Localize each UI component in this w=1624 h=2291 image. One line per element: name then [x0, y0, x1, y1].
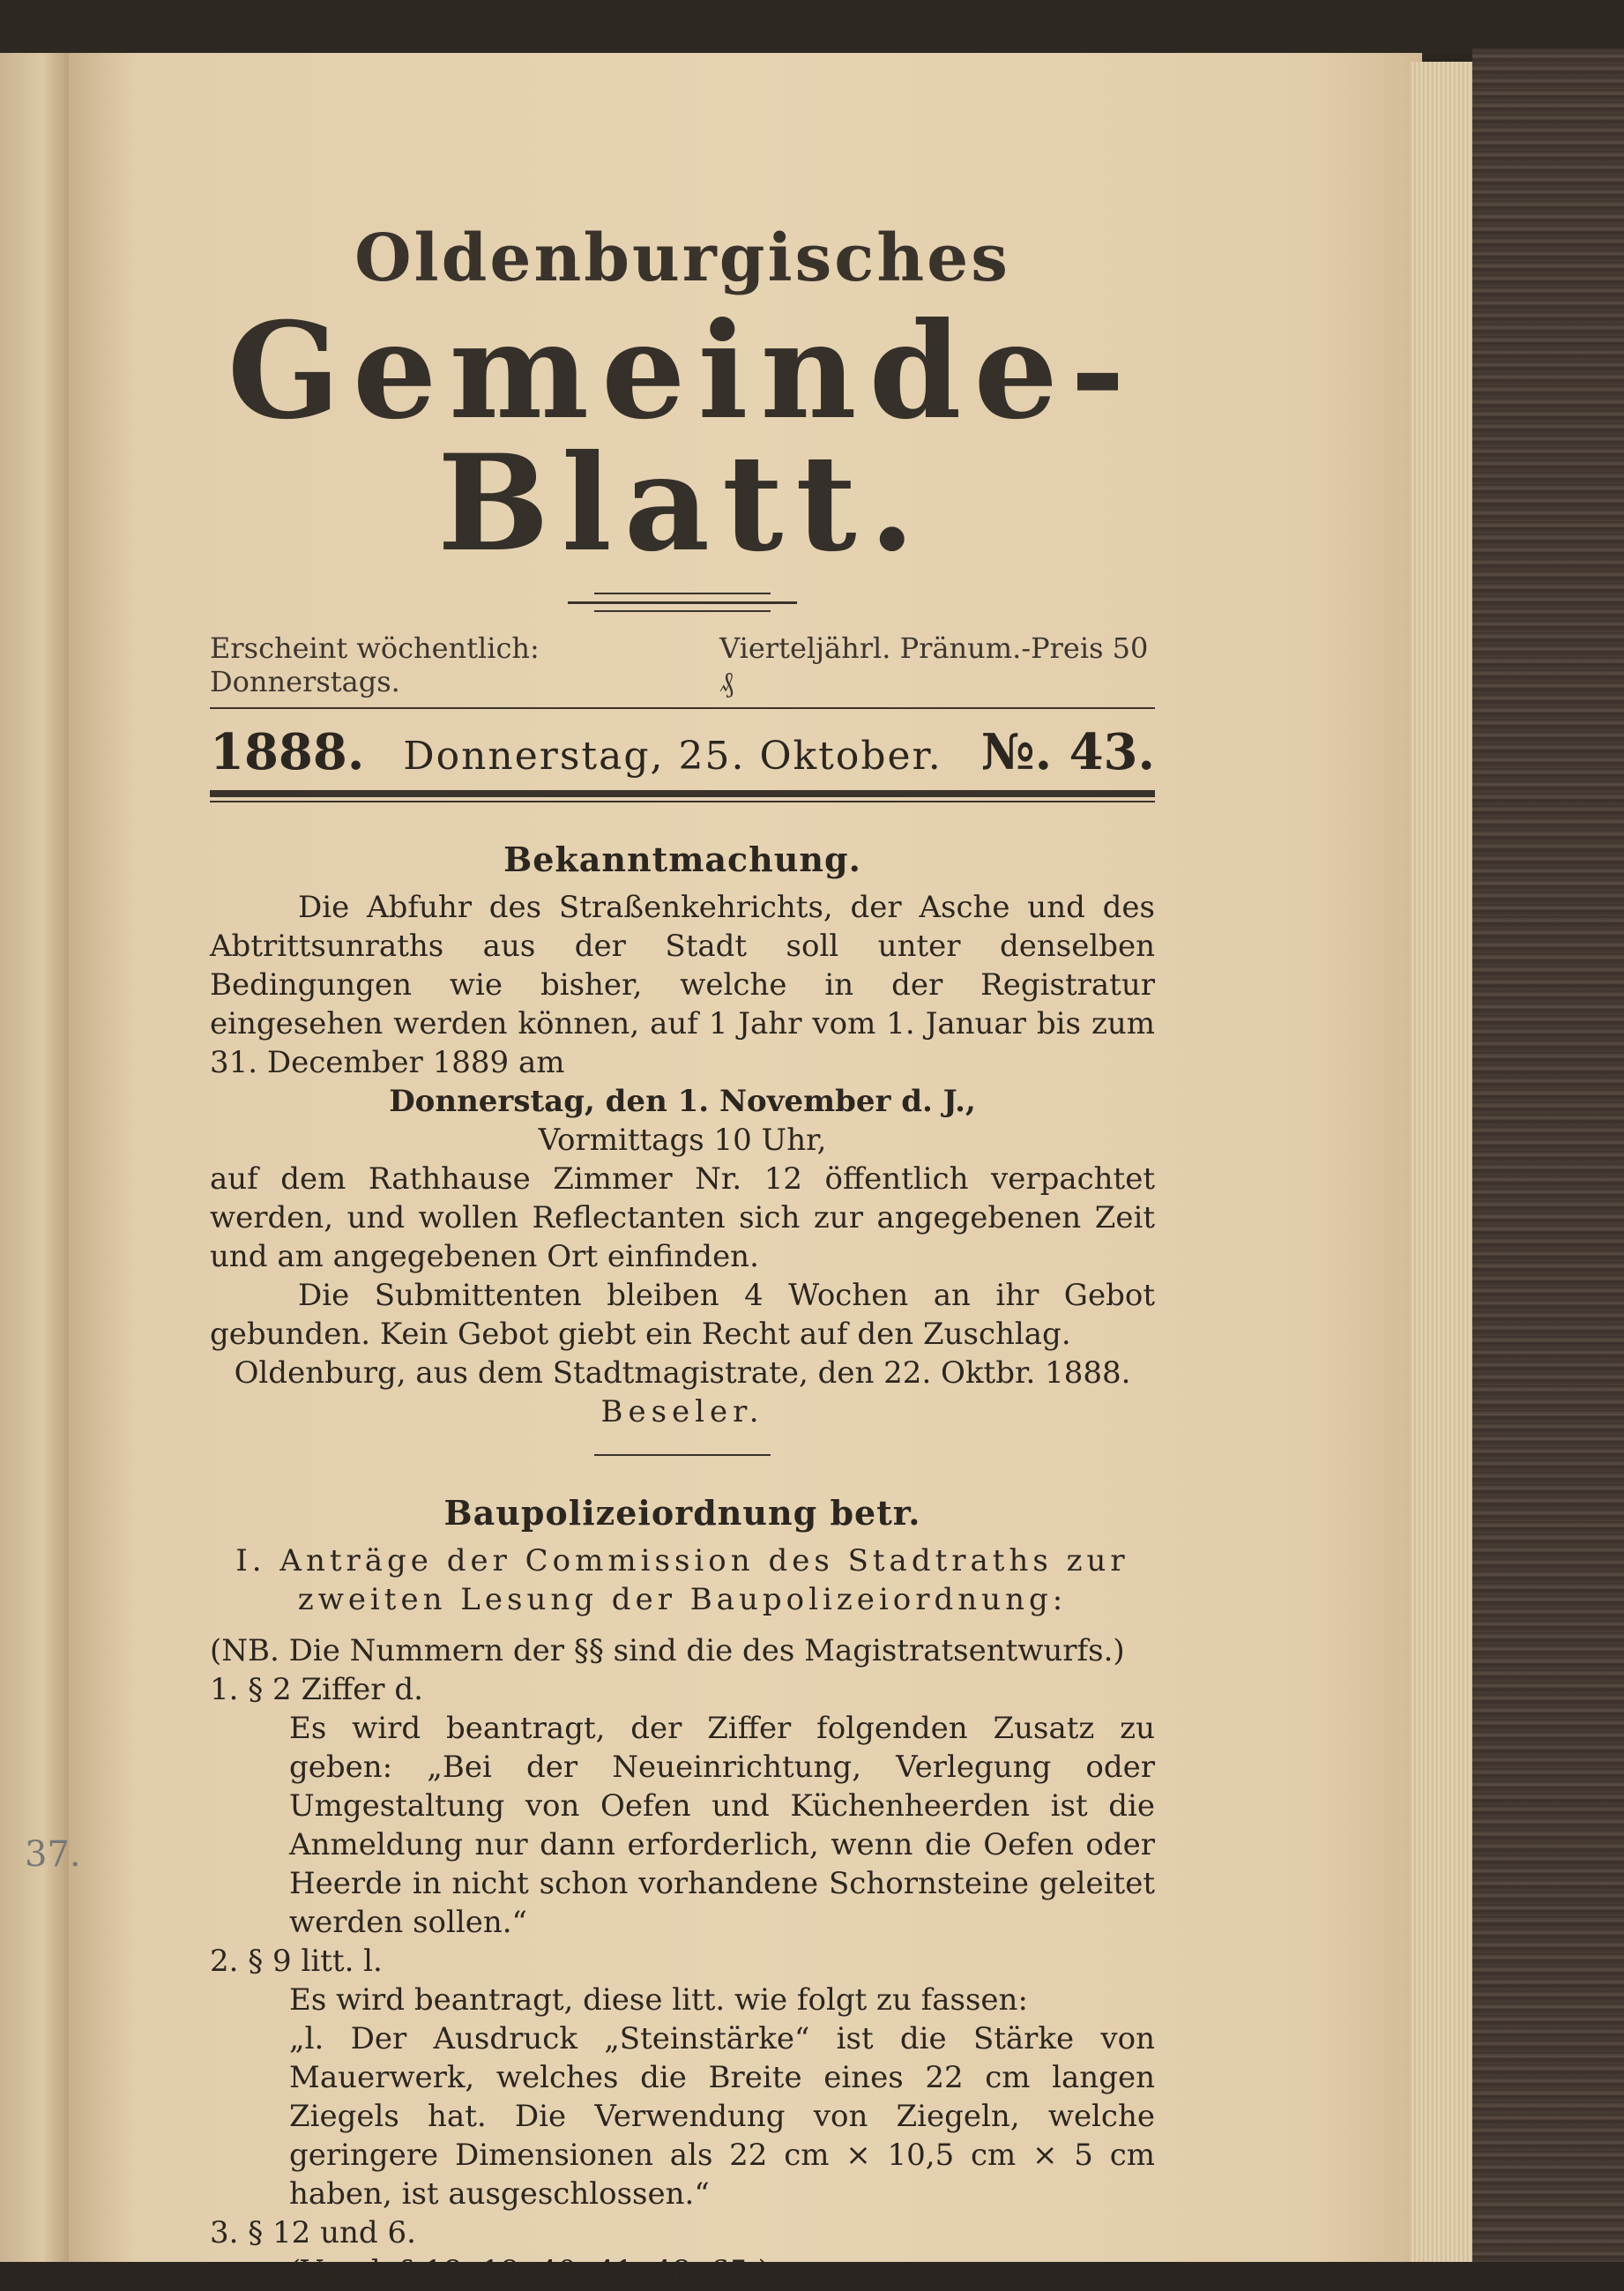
- announcement-place-date: Oldenburg, aus dem Stadtmagistrate, den 22. Oktbr. 1888.: [234, 1355, 1131, 1391]
- header-rule-thin: [210, 801, 1155, 802]
- issue-number: №. 43.: [980, 723, 1155, 781]
- announcement-paragraph-1: Die Abfuhr des Straßenkehrichts, der Asche und des Abtrittsunraths aus der Stadt soll unter denselben Bedingungen wie bisher, welche in der Registratur eingesehen werden können, auf 1 Jahr vom 1. Januar bis zum 31. December 1889 am: [210, 890, 1155, 1080]
- masthead-ornament: [210, 586, 1155, 623]
- issue-year: 1888.: [210, 723, 365, 781]
- building-code-title: Baupolizeiordnung betr.: [443, 1493, 921, 1533]
- scan-top-edge: [0, 0, 1624, 55]
- item-2-text-2: „l. Der Ausdruck „Steinstärke“ ist die Stärke von Mauerwerk, welches die Breite eines 22 cm langen Ziegels hat. Die Verwendung von Ziegeln, welche geringere Dimensionen als 22 cm × 10,5 cm × 5 cm haben, ist ausgeschlossen.“: [289, 2021, 1155, 2212]
- issue-date: Donnerstag, 25. Oktober.: [403, 734, 942, 779]
- section-separator: [594, 1454, 771, 1456]
- page-stack-edges: [1411, 62, 1472, 2262]
- building-code-intro: I. Anträge der Commission des Stadtraths zur zweiten Lesung der Baupolizeiordnung:: [235, 1543, 1129, 1617]
- item-3-heading: 3. § 12 und 6.: [210, 2215, 416, 2250]
- publication-info: [210, 631, 1155, 709]
- margin-note: 37.: [25, 1834, 81, 1875]
- announcement-date: Donnerstag, den 1. November d. J.,: [389, 1084, 976, 1119]
- book-cover-edge: [1472, 49, 1624, 2262]
- building-code-note: (NB. Die Nummern der §§ sind die des Magistratsentwurfs.): [210, 1633, 1125, 1668]
- announcement-paragraph-3: Die Submittenten bleiben 4 Wochen an ihr Gebot gebunden. Kein Gebot giebt ein Recht auf den Zuschlag.: [210, 1278, 1155, 1352]
- item-2-heading: 2. § 9 litt. l.: [210, 1944, 383, 1979]
- publication-schedule: Erscheint wöchentlich: Donnerstags.: [210, 631, 540, 698]
- header-rule: [210, 790, 1155, 797]
- issue-dateline: [210, 723, 1155, 781]
- announcement-title: Bekanntmachung.: [503, 840, 861, 879]
- masthead-title: Gemeinde-Blatt.: [227, 294, 1138, 581]
- facing-page-edge: [0, 53, 71, 2262]
- page-content: [210, 220, 1155, 2291]
- item-1-heading: 1. § 2 Ziffer d.: [210, 1672, 423, 1707]
- item-2-text-1: Es wird beantragt, diese litt. wie folgt zu fassen:: [289, 1982, 1028, 2018]
- subscription-price: Vierteljährl. Pränum.-Preis 50 ₰: [719, 631, 1149, 698]
- announcement-time: Vormittags 10 Uhr,: [538, 1123, 827, 1158]
- item-3-text: (Vergl. § 18, 19, 40, 41, 48, 65.): [289, 2254, 770, 2289]
- masthead-line1: Oldenburgisches: [354, 220, 1010, 296]
- announcement-signer: Beseler.: [600, 1394, 764, 1429]
- item-1-text: Es wird beantragt, der Ziffer folgenden Zusatz zu geben: „Bei der Neueinrichtung, Verlegung oder Umgestaltung von Oefen und Küchenheerden ist die Anmeldung nur dann erforderlich, wenn die Oefen oder Heerde in nicht schon vorhandene Schornsteine geleitet werden sollen.“: [289, 1711, 1155, 1940]
- announcement-paragraph-2: auf dem Rathhause Zimmer Nr. 12 öffentlich verpachtet werden, und wollen Reflectanten sich zur angegebenen Zeit und am angegebenen Ort einfinden.: [210, 1161, 1155, 1274]
